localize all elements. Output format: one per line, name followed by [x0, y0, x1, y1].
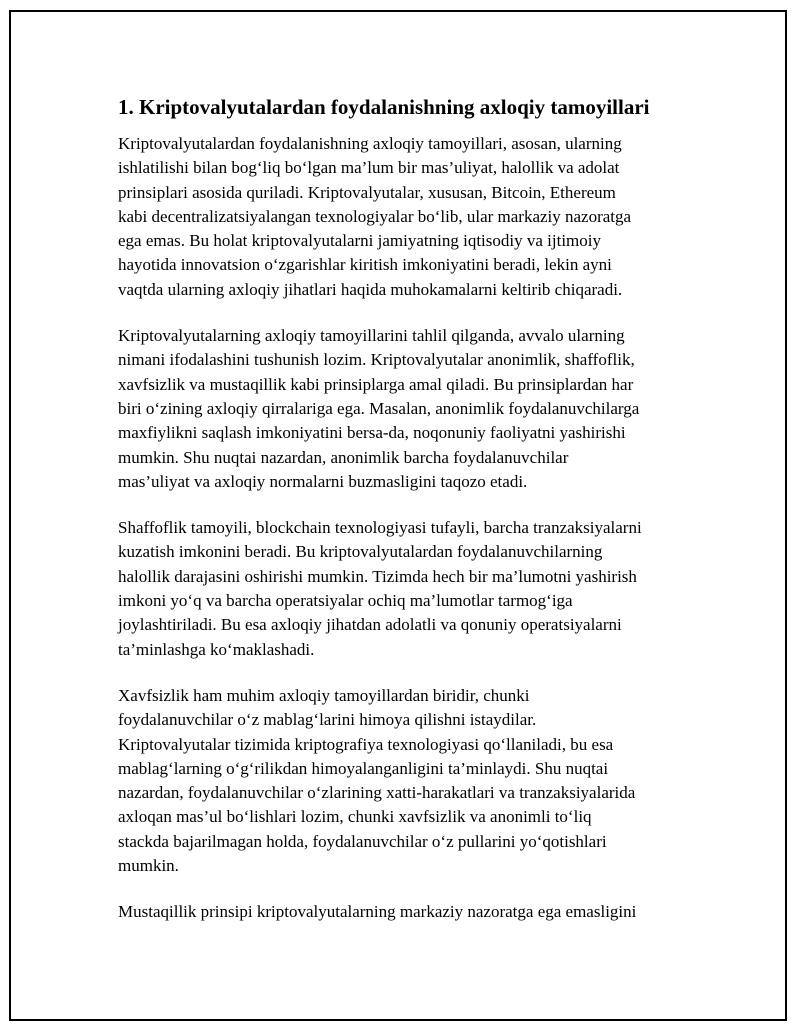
- text-line: ega emas. Bu holat kriptovalyutalarni jamiyatning iqtisodiy va ijtimoiy: [118, 231, 601, 251]
- text-line: foydalanuvchilar o‘z mablag‘larini himoya qilishni istaydilar.: [118, 710, 537, 730]
- text-line: mablag‘larning o‘g‘rilikdan himoyalanganligini ta’minlaydi. Shu nuqtai: [118, 758, 609, 778]
- text-line: Xavfsizlik ham muhim axloqiy tamoyillardan biridir, chunki: [118, 685, 530, 705]
- text-line: axloqan mas’ul bo‘lishlari lozim, chunki xavfsizlik va anonimli to‘liq: [118, 807, 592, 827]
- text-line: nimani ifodalashini tushunish lozim. Kriptovalyutalar anonimlik, shaffoflik,: [118, 350, 635, 370]
- text-line: stackda bajarilmagan holda, foydalanuvchilar o‘z pullarini yo‘qotishlari: [118, 831, 607, 851]
- paragraph-5: [118, 900, 698, 924]
- text-line: maxfiylikni saqlash imkoniyatini bersa-da, noqonuniy faoliyatni yashirishi: [118, 423, 626, 443]
- text-line: Kriptovalyutalardan foydalanishning axloqiy tamoyillari, asosan, ularning: [118, 134, 622, 153]
- text-line: vaqtda ularning axloqiy jihatlari haqida muhokamalarni keltirib chiqaradi.: [118, 279, 623, 299]
- text-line: biri o‘zining axloqiy qirralariga ega. Masalan, anonimlik foydalanuvchilarga: [118, 398, 640, 418]
- paragraph-2: [118, 324, 698, 494]
- paragraph-4: [118, 684, 698, 878]
- text-line: nazardan, foydalanuvchilar o‘zlarining xatti-harakatlari va tranzaksiyalarida: [118, 783, 636, 803]
- text-line: mas’uliyat va axloqiy normalarni buzmasligini taqozo etadi.: [118, 471, 528, 491]
- paragraph-1: [118, 132, 698, 302]
- text-line: kuzatish imkonini beradi. Bu kriptovalyutalardan foydalanuvchilarning: [118, 542, 603, 562]
- text-line: ishlatilishi bilan bog‘liq bo‘lgan ma’lum bir mas’uliyat, halollik va adolat: [118, 158, 620, 178]
- text-line: imkoni yo‘q va barcha operatsiyalar ochiq ma’lumotlar tarmog‘iga: [118, 591, 573, 611]
- text-line: ta’minlashga ko‘maklashadi.: [118, 639, 315, 659]
- text-line: Mustaqillik prinsipi kriptovalyutalarning markaziy nazoratga ega emasligini: [118, 902, 637, 922]
- text-line: Kriptovalyutalarning axloqiy tamoyillarini tahlil qilganda, avvalo ularning: [118, 326, 625, 346]
- text-line: Kriptovalyutalar tizimida kriptografiya texnologiyasi qo‘llaniladi, bu esa: [118, 734, 614, 754]
- text-line: Shaffoflik tamoyili, blockchain texnologiyasi tufayli, barcha tranzaksiyalarni: [118, 518, 642, 538]
- paragraph-3: [118, 516, 698, 662]
- text-line: xavfsizlik va mustaqillik kabi prinsiplarga amal qiladi. Bu prinsiplardan har: [118, 374, 634, 394]
- text-line: mumkin. Shu nuqtai nazardan, anonimlik barcha foydalanuvchilar: [118, 447, 569, 467]
- text-line: halollik darajasini oshirishi mumkin. Tizimda hech bir ma’lumotni yashirish: [118, 566, 637, 586]
- text-line: hayotida innovatsion o‘zgarishlar kiritish imkoniyatini beradi, lekin ayni: [118, 255, 612, 275]
- text-line: kabi decentralizatsiyalangan texnologiyalar bo‘lib, ular markaziy nazoratga: [118, 206, 632, 226]
- text-line: prinsiplari asosida quriladi. Kriptovalyutalar, xususan, Bitcoin, Ethereum: [118, 182, 616, 202]
- document-body: [118, 92, 698, 947]
- text-line: joylashtiriladi. Bu esa axloqiy jihatdan adolatli va qonuniy operatsiyalarni: [118, 615, 622, 635]
- text-line: mumkin.: [118, 856, 179, 876]
- section-heading: 1. Kriptovalyutalardan foydalanishning axloqiy tamoyillari: [118, 95, 650, 119]
